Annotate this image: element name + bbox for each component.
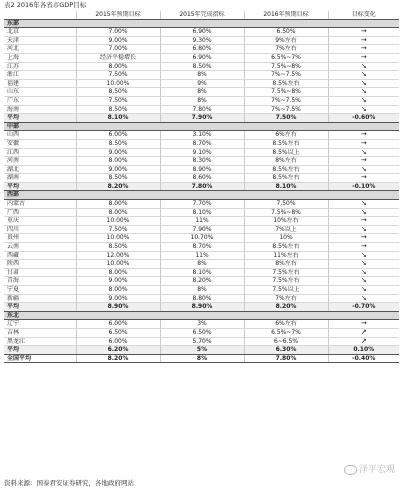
actual-2015-cell: 8.90% (160, 165, 244, 174)
province-name: 天津 (4, 36, 76, 45)
region-name: 东北 (4, 311, 399, 320)
average-change: -0.60% (328, 114, 399, 123)
table-row (4, 28, 399, 37)
actual-2015-cell: 8% (160, 286, 244, 295)
province-name: 内蒙古 (4, 200, 76, 209)
target-2015-cell: 9.00% (76, 36, 160, 45)
region-header-row (4, 19, 399, 28)
change-arrow-icon: ↘ (328, 260, 399, 269)
target-2016-cell: 8%左右 (244, 260, 328, 269)
average-actual-2015: 7.80% (160, 182, 244, 191)
target-2015-cell: 7.50% (76, 71, 160, 80)
change-arrow-icon: ↘ (328, 88, 399, 97)
table-row (4, 165, 399, 174)
province-name: 河北 (4, 45, 76, 54)
national-actual-2015: 8% (160, 354, 244, 363)
target-2016-cell: 7%左右 (244, 294, 328, 303)
actual-2015-cell: 8% (160, 88, 244, 97)
target-2016-cell: 7%左右 (244, 45, 328, 54)
source-note: 资料来源：国泰君安证券研究，各地政府网站 (4, 479, 134, 487)
change-arrow-icon: ↘ (328, 96, 399, 105)
table-row (4, 320, 399, 329)
header-province (4, 11, 76, 19)
average-target-2015: 6.20% (76, 346, 160, 355)
table-row (4, 88, 399, 97)
header-actual-2015: 2015年完成指标 (160, 11, 244, 19)
target-2015-cell: 9.00% (76, 148, 160, 157)
change-arrow-icon: → (328, 320, 399, 329)
target-2015-cell: 8.50% (76, 139, 160, 148)
change-arrow-icon: ↘ (328, 105, 399, 114)
table-row (4, 337, 399, 346)
actual-2015-cell: 9.10% (160, 148, 244, 157)
province-name: 四川 (4, 225, 76, 234)
target-2016-cell: 6%左右 (244, 131, 328, 140)
target-2015-cell: 8.00% (76, 62, 160, 71)
province-name: 湖北 (4, 165, 76, 174)
change-arrow-icon: ↘ (328, 79, 399, 88)
table-body (4, 19, 399, 363)
gdp-target-table (4, 11, 399, 363)
region-average-row (4, 182, 399, 191)
table-row (4, 234, 399, 243)
actual-2015-cell: 8.70% (160, 139, 244, 148)
actual-2015-cell: 7.80% (160, 105, 244, 114)
target-2016-cell: 7%~7.5% (244, 105, 328, 114)
average-target-2016: 8.10% (244, 182, 328, 191)
target-2016-cell: 8.5%左右 (244, 174, 328, 183)
target-2016-cell: 9%左右 (244, 36, 328, 45)
province-name: 广西 (4, 208, 76, 217)
target-2015-cell: 8.00% (76, 157, 160, 166)
province-name: 江苏 (4, 62, 76, 71)
target-2015-cell: 8.50% (76, 88, 160, 97)
province-name: 贵州 (4, 234, 76, 243)
change-arrow-icon: ↘ (328, 286, 399, 295)
target-2016-cell: 8.5%左右 (244, 139, 328, 148)
average-label: 平均 (4, 182, 76, 191)
actual-2015-cell: 8% (160, 96, 244, 105)
table-row (4, 217, 399, 226)
table-row (4, 328, 399, 337)
change-arrow-icon: → (328, 234, 399, 243)
target-2016-cell: 6~6.5% (244, 337, 328, 346)
actual-2015-cell: 5.70% (160, 337, 244, 346)
province-name: 海南 (4, 105, 76, 114)
average-target-2016: 8.20% (244, 303, 328, 312)
province-name: 北京 (4, 28, 76, 37)
target-2016-cell: 7%以上 (244, 225, 328, 234)
average-label: 平均 (4, 346, 76, 355)
region-average-row (4, 346, 399, 355)
change-arrow-icon: → (328, 45, 399, 54)
target-2015-cell: 7.00% (76, 28, 160, 37)
province-name: 湖南 (4, 174, 76, 183)
region-header-row (4, 311, 399, 320)
table-row (4, 71, 399, 80)
average-target-2016: 6.30% (244, 346, 328, 355)
target-2016-cell: 6.5%~7% (244, 328, 328, 337)
table-row (4, 131, 399, 140)
table-row (4, 286, 399, 295)
wechat-icon (344, 465, 357, 475)
change-arrow-icon: → (328, 174, 399, 183)
province-name: 江西 (4, 148, 76, 157)
target-2016-cell: 7.5%以上 (244, 286, 328, 295)
actual-2015-cell: 8.10% (160, 268, 244, 277)
target-2015-cell: 8.50% (76, 105, 160, 114)
target-2015-cell: 8.00% (76, 268, 160, 277)
target-2016-cell: 10% (244, 234, 328, 243)
change-arrow-icon: ↘ (328, 62, 399, 71)
average-target-2015: 8.10% (76, 114, 160, 123)
province-name: 云南 (4, 243, 76, 252)
average-target-2016: 7.50% (244, 114, 328, 123)
region-name: 东部 (4, 19, 399, 28)
change-arrow-icon: ↘ (328, 225, 399, 234)
region-average-row (4, 303, 399, 312)
province-name: 黑龙江 (4, 337, 76, 346)
change-arrow-icon: ↘ (328, 268, 399, 277)
target-2015-cell: 9.00% (76, 165, 160, 174)
target-2015-cell: 6.00% (76, 337, 160, 346)
target-2015-cell: 经济平稳增长 (76, 53, 160, 62)
change-arrow-icon: → (328, 53, 399, 62)
target-2016-cell: 6.5%~7% (244, 53, 328, 62)
table-row (4, 260, 399, 269)
change-arrow-icon: → (328, 131, 399, 140)
target-2016-cell: 8.5%左右 (244, 243, 328, 252)
region-average-row (4, 114, 399, 123)
table-row (4, 200, 399, 209)
target-2015-cell: 8.00% (76, 286, 160, 295)
province-name: 陕西 (4, 260, 76, 269)
actual-2015-cell: 6.90% (160, 53, 244, 62)
province-name: 山东 (4, 88, 76, 97)
region-name: 西部 (4, 191, 399, 200)
province-name: 新疆 (4, 294, 76, 303)
actual-2015-cell: 8.70% (160, 243, 244, 252)
change-arrow-icon: → (328, 139, 399, 148)
table-row (4, 277, 399, 286)
change-arrow-icon: ↘ (328, 165, 399, 174)
target-2016-cell: 6%左右 (244, 320, 328, 329)
average-label: 平均 (4, 303, 76, 312)
table-row (4, 268, 399, 277)
average-target-2015: 8.20% (76, 182, 160, 191)
national-target-2016: 7.80% (244, 354, 328, 363)
target-2015-cell: 8.00% (76, 200, 160, 209)
target-2015-cell: 10.00% (76, 260, 160, 269)
table-row (4, 62, 399, 71)
table-header-row (4, 11, 399, 19)
target-2015-cell: 6.00% (76, 320, 160, 329)
actual-2015-cell: 8.20% (160, 277, 244, 286)
target-2016-cell: 7.5%~8% (244, 208, 328, 217)
province-name: 浙江 (4, 71, 76, 80)
target-2016-cell: 8.5%以上 (244, 148, 328, 157)
change-arrow-icon: → (328, 217, 399, 226)
province-name: 辽宁 (4, 320, 76, 329)
province-name: 河南 (4, 157, 76, 166)
target-2016-cell: 7.5%~8% (244, 88, 328, 97)
target-2015-cell: 10.00% (76, 79, 160, 88)
change-arrow-icon: → (328, 36, 399, 45)
watermark-text: 泽平宏观 (358, 465, 395, 475)
table-row (4, 105, 399, 114)
target-2016-cell: 7%~7.5% (244, 96, 328, 105)
actual-2015-cell: 11% (160, 251, 244, 260)
province-name: 重庆 (4, 217, 76, 226)
target-2015-cell: 6.00% (76, 131, 160, 140)
actual-2015-cell: 8.80% (160, 294, 244, 303)
average-actual-2015: 5% (160, 346, 244, 355)
table-row (4, 148, 399, 157)
province-name: 吉林 (4, 328, 76, 337)
actual-2015-cell: 10.70% (160, 234, 244, 243)
change-arrow-icon: → (328, 243, 399, 252)
province-name: 山西 (4, 131, 76, 140)
actual-2015-cell: 7.70% (160, 200, 244, 209)
average-label: 平均 (4, 114, 76, 123)
target-2015-cell: 8.00% (76, 208, 160, 217)
target-2015-cell: 7.50% (76, 225, 160, 234)
target-2015-cell: 9.00% (76, 294, 160, 303)
target-2015-cell: 10.00% (76, 217, 160, 226)
target-2016-cell: 7.50% (244, 200, 328, 209)
target-2016-cell: 8.5%左右 (244, 79, 328, 88)
region-header-row (4, 122, 399, 131)
table-row (4, 79, 399, 88)
table-row (4, 243, 399, 252)
target-2015-cell: 10.00% (76, 234, 160, 243)
actual-2015-cell: 6.50% (160, 328, 244, 337)
change-arrow-icon: → (328, 28, 399, 37)
table-row (4, 45, 399, 54)
target-2015-cell: 6.50% (76, 328, 160, 337)
province-name: 安徽 (4, 139, 76, 148)
national-average-row (4, 354, 399, 363)
national-label: 全国平均 (4, 354, 76, 363)
target-2016-cell: 11%左右 (244, 251, 328, 260)
actual-2015-cell: 3.10% (160, 131, 244, 140)
actual-2015-cell: 8.50% (160, 62, 244, 71)
target-2015-cell: 8.50% (76, 243, 160, 252)
table-row (4, 208, 399, 217)
target-2016-cell: 10%左右 (244, 217, 328, 226)
change-arrow-icon: ↗ (328, 328, 399, 337)
average-actual-2015: 8.90% (160, 303, 244, 312)
change-arrow-icon: → (328, 157, 399, 166)
province-name: 福建 (4, 79, 76, 88)
change-arrow-icon: ↘ (328, 71, 399, 80)
actual-2015-cell: 8.30% (160, 157, 244, 166)
target-2016-cell: 7%~7.5% (244, 71, 328, 80)
target-2015-cell: 12.00% (76, 251, 160, 260)
actual-2015-cell: 8.60% (160, 174, 244, 183)
change-arrow-icon: ↘ (328, 200, 399, 209)
average-change: -0.70% (328, 303, 399, 312)
table-row (4, 294, 399, 303)
province-name: 广东 (4, 96, 76, 105)
province-name: 上海 (4, 53, 76, 62)
table-row (4, 139, 399, 148)
average-actual-2015: 7.90% (160, 114, 244, 123)
province-name: 青海 (4, 277, 76, 286)
actual-2015-cell: 9.30% (160, 36, 244, 45)
actual-2015-cell: 6.90% (160, 28, 244, 37)
table-row (4, 251, 399, 260)
target-2015-cell: 7.50% (76, 96, 160, 105)
actual-2015-cell: 3% (160, 320, 244, 329)
change-arrow-icon: ↘ (328, 251, 399, 260)
region-name: 中部 (4, 122, 399, 131)
target-2016-cell: 8%左右 (244, 157, 328, 166)
actual-2015-cell: 7.90% (160, 225, 244, 234)
average-change: 0.10% (328, 346, 399, 355)
table-row (4, 225, 399, 234)
actual-2015-cell: 11% (160, 217, 244, 226)
change-arrow-icon: ↗ (328, 337, 399, 346)
actual-2015-cell: 9% (160, 79, 244, 88)
actual-2015-cell: 6.80% (160, 45, 244, 54)
table-row (4, 96, 399, 105)
target-2015-cell: 9.00% (76, 277, 160, 286)
actual-2015-cell: 8% (160, 71, 244, 80)
target-2015-cell: 7.00% (76, 45, 160, 54)
target-2016-cell: 6.50% (244, 28, 328, 37)
national-target-2015: 8.20% (76, 354, 160, 363)
average-change: -0.10% (328, 182, 399, 191)
actual-2015-cell: 8% (160, 260, 244, 269)
province-name: 宁夏 (4, 286, 76, 295)
target-2016-cell: 7.5%左右 (244, 268, 328, 277)
average-target-2015: 8.90% (76, 303, 160, 312)
target-2015-cell: 8.50% (76, 174, 160, 183)
header-target-2016: 2016年预期目标 (244, 11, 328, 19)
national-change: -0.40% (328, 354, 399, 363)
watermark (344, 462, 395, 475)
header-change: 目标变化 (328, 11, 399, 19)
target-2016-cell: 7.5%~8% (244, 62, 328, 71)
change-arrow-icon: ↘ (328, 277, 399, 286)
target-2016-cell: 8.5%左右 (244, 165, 328, 174)
table-row (4, 157, 399, 166)
table-caption: 表2 2016年各省市GDP目标 (4, 1, 87, 9)
change-arrow-icon: ↘ (328, 294, 399, 303)
province-name: 西藏 (4, 251, 76, 260)
actual-2015-cell: 8.10% (160, 208, 244, 217)
target-2016-cell: 7.5%左右 (244, 277, 328, 286)
table-row (4, 53, 399, 62)
region-header-row (4, 191, 399, 200)
table-row (4, 174, 399, 183)
change-arrow-icon: ↘ (328, 208, 399, 217)
change-arrow-icon: ↘ (328, 148, 399, 157)
table-row (4, 36, 399, 45)
header-target-2015: 2015年预期目标 (76, 11, 160, 19)
province-name: 甘肃 (4, 268, 76, 277)
